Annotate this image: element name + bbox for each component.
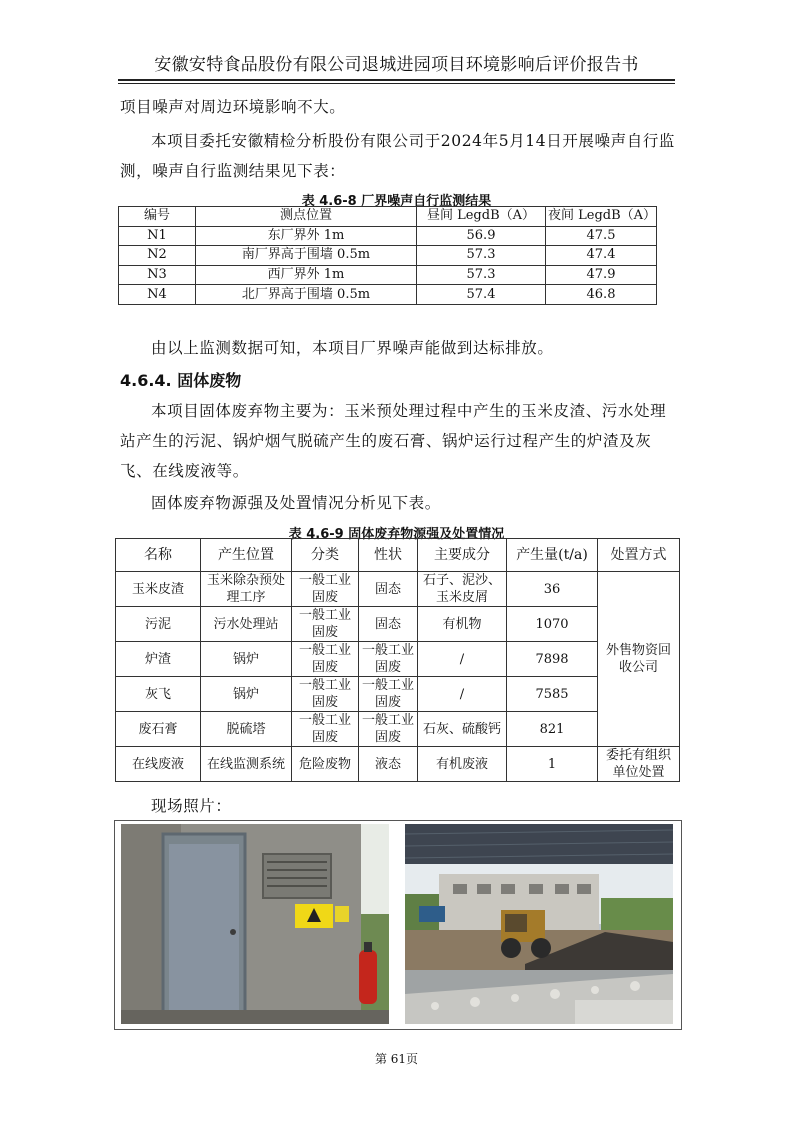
table-cell: N1 — [119, 226, 196, 246]
table-cell: 北厂界高于围墙 0.5m — [196, 285, 417, 305]
table-cell: N3 — [119, 265, 196, 285]
table-cell: 1 — [507, 747, 598, 782]
table-row — [119, 285, 657, 305]
table-row — [116, 747, 680, 782]
table-cell: 一般工业固废 — [359, 677, 418, 712]
paragraph-site-photos: 现场照片： — [151, 797, 232, 815]
section-heading: 4.6.4. 固体废物 — [120, 371, 242, 390]
disposal-group-cell: 外售物资回收公司 — [598, 572, 680, 747]
table-header-row — [116, 539, 680, 572]
site-photo-left — [121, 824, 389, 1024]
table-header-cell: 产生位置 — [201, 539, 292, 572]
table-header-cell: 分类 — [292, 539, 359, 572]
table-row — [119, 246, 657, 266]
table-cell: 一般工业固废 — [292, 607, 359, 642]
table-cell: 西厂界外 1m — [196, 265, 417, 285]
table-cell: / — [418, 642, 507, 677]
table-cell: 脱硫塔 — [201, 712, 292, 747]
table-cell: 一般工业固废 — [292, 572, 359, 607]
table-cell: 有机物 — [418, 607, 507, 642]
table-cell: 821 — [507, 712, 598, 747]
table-cell: 一般工业固废 — [359, 712, 418, 747]
table-cell: 在线废液 — [116, 747, 201, 782]
table-cell: 56.9 — [417, 226, 546, 246]
table-row — [116, 572, 680, 607]
table-header-cell: 产生量(t/a) — [507, 539, 598, 572]
table-row — [116, 712, 680, 747]
table-cell: 57.4 — [417, 285, 546, 305]
paragraph-conclusion: 由以上监测数据可知，本项目厂界噪声能做到达标排放。 — [151, 339, 554, 357]
table-cell: 固态 — [359, 607, 418, 642]
table-cell: 玉米除杂预处理工序 — [201, 572, 292, 607]
table-row — [116, 607, 680, 642]
table-cell: 46.8 — [546, 285, 657, 305]
page-header-title: 安徽安特食品股份有限公司退城进园项目环境影响后评价报告书 — [154, 55, 639, 75]
solid-waste-table — [115, 538, 680, 782]
table-cell: 石灰、硫酸钙 — [418, 712, 507, 747]
table-cell: 废石膏 — [116, 712, 201, 747]
table-cell: 1070 — [507, 607, 598, 642]
paragraph-solid-waste: 本项目固体废弃物主要为：玉米预处理过程中产生的玉米皮渣、污水处理站产生的污泥、锅炉烟气脱硫产生的废石膏、锅炉运行过程产生的炉渣及灰飞、在线废液等。 — [120, 402, 667, 480]
table-row — [116, 677, 680, 712]
table-cell: N2 — [119, 246, 196, 266]
table-cell: 36 — [507, 572, 598, 607]
table-header-cell: 主要成分 — [418, 539, 507, 572]
table-cell: 东厂界外 1m — [196, 226, 417, 246]
table-cell: N4 — [119, 285, 196, 305]
table-header-cell: 测点位置 — [196, 207, 417, 227]
table-cell: 在线监测系统 — [201, 747, 292, 782]
paragraph-solid-waste-table-intro: 固体废弃物源强及处置情况分析见下表。 — [151, 494, 441, 512]
table-header-cell: 编号 — [119, 207, 196, 227]
table-row — [119, 226, 657, 246]
table2-caption: 表 4.6-9 固体废弃物源强及处置情况 — [288, 527, 505, 542]
paragraph-noise-impact: 项目噪声对周边环境影响不大。 — [120, 98, 346, 116]
table-cell: 玉米皮渣 — [116, 572, 201, 607]
header-rule-thin — [118, 83, 675, 84]
table-cell: 锅炉 — [201, 642, 292, 677]
table-header-cell: 夜间 LegdB（A） — [546, 207, 657, 227]
table1-caption: 表 4.6-8 厂界噪声自行监测结果 — [301, 194, 492, 209]
table-cell: 一般工业固废 — [359, 642, 418, 677]
table-cell: 有机废液 — [418, 747, 507, 782]
table-cell: 47.5 — [546, 226, 657, 246]
table-header-row — [119, 207, 657, 227]
table-cell: 污水处理站 — [201, 607, 292, 642]
table-cell: 47.4 — [546, 246, 657, 266]
table-cell: 危险废物 — [292, 747, 359, 782]
table-row — [116, 642, 680, 677]
table-cell: 一般工业固废 — [292, 642, 359, 677]
noise-monitoring-table — [118, 206, 657, 305]
page-number: 第 61页 — [374, 1052, 419, 1066]
table-cell: 南厂界高于围墙 0.5m — [196, 246, 417, 266]
table-cell: 47.9 — [546, 265, 657, 285]
table-cell: 7585 — [507, 677, 598, 712]
table-cell: / — [418, 677, 507, 712]
table-cell: 固态 — [359, 572, 418, 607]
table-header-cell: 昼间 LegdB（A） — [417, 207, 546, 227]
disposal-last-cell: 委托有组织单位处置 — [598, 747, 680, 782]
table-cell: 57.3 — [417, 265, 546, 285]
table-cell: 一般工业固废 — [292, 712, 359, 747]
table-header-cell: 处置方式 — [598, 539, 680, 572]
table-cell: 锅炉 — [201, 677, 292, 712]
table-header-cell: 性状 — [359, 539, 418, 572]
table-cell: 液态 — [359, 747, 418, 782]
table-cell: 一般工业固废 — [292, 677, 359, 712]
table-cell: 灰飞 — [116, 677, 201, 712]
header-rule — [118, 79, 675, 81]
site-photo-right — [405, 824, 673, 1024]
table-cell: 石子、泥沙、玉米皮屑 — [418, 572, 507, 607]
table-row — [119, 265, 657, 285]
paragraph-monitoring: 本项目委托安徽精检分析股份有限公司于2024年5月14日开展噪声自行监测，噪声自行监测结果见下表： — [120, 132, 676, 180]
table-cell: 炉渣 — [116, 642, 201, 677]
table-cell: 污泥 — [116, 607, 201, 642]
table-cell: 57.3 — [417, 246, 546, 266]
table-cell: 7898 — [507, 642, 598, 677]
table-header-cell: 名称 — [116, 539, 201, 572]
